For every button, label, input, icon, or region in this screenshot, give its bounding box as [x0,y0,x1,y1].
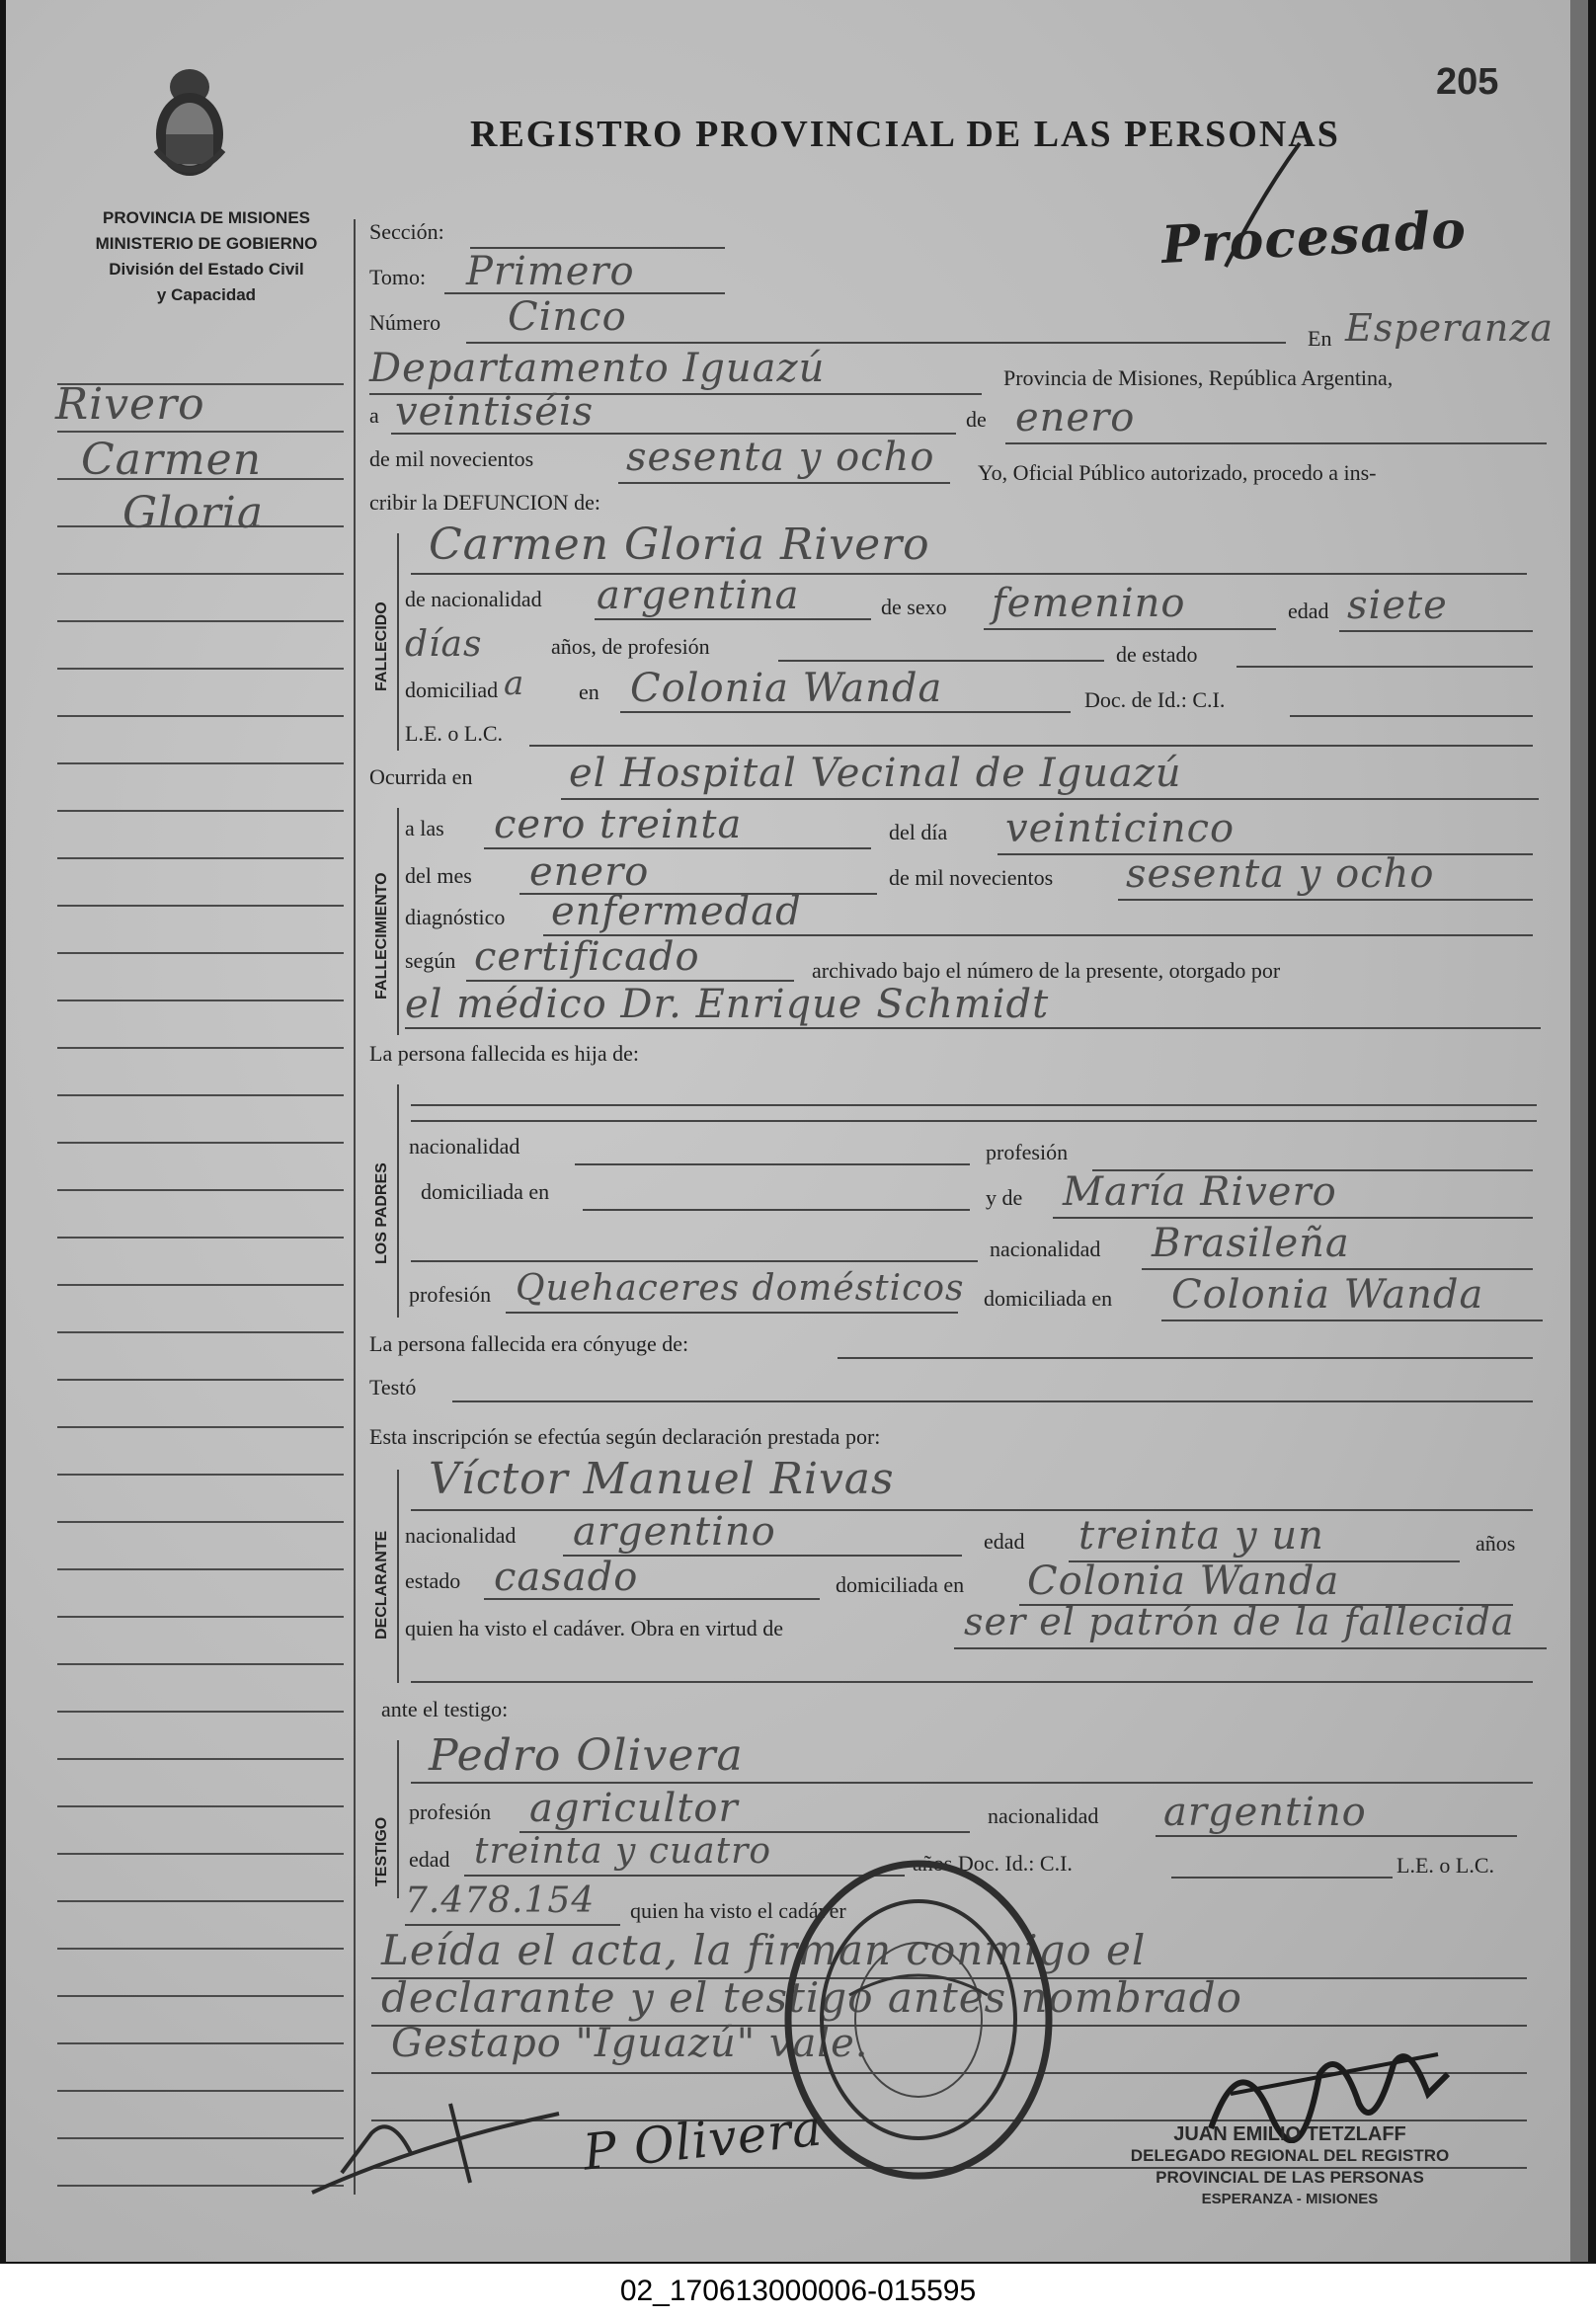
mother-address-value: Colonia Wanda [1171,1272,1484,1318]
anios-label: años [1476,1531,1516,1556]
witness-profession-value: agricultor [529,1786,739,1831]
closing-line-1: Leída el acta, la firman conmigo el [381,1926,1147,1974]
padre-profesion-label: profesión [986,1140,1069,1164]
declarant-civil-status-value: casado [494,1555,639,1600]
division-name-2: y Capacidad [156,285,257,304]
witness-signature: P Olivera [580,2099,826,2182]
madre-nacionalidad-label: nacionalidad [990,1237,1101,1261]
diagnosis-value: enfermedad [551,889,802,934]
testigo-le-label: L.E. o L.C. [1396,1853,1494,1878]
declarante-edad-label: edad [984,1529,1025,1554]
a-label: a [369,403,379,428]
division-name: División del Estado Civil [109,260,304,279]
mother-name-value: María Rivero [1063,1169,1337,1215]
declarant-address-value: Colonia Wanda [1027,1559,1340,1604]
testigo-edad-label: edad [409,1847,450,1872]
declarant-age-value: treinta y un [1078,1513,1324,1559]
a-las-label: a las [405,816,444,840]
numero-value: Cinco [508,294,627,340]
hija-de-text: La persona fallecida es hija de: [369,1041,640,1066]
provincia-text: Provincia de Misiones, República Argentina, [1003,365,1394,390]
tomo-label: Tomo: [369,265,427,289]
madre-profesion-label: profesión [409,1282,492,1307]
estado-label: de estado [1116,642,1198,667]
page-number: 205 [1436,61,1499,103]
seccion-label: Sección: [369,219,444,244]
inscription-day-value: veintiséis [395,389,595,435]
deceased-age-unit-value: días [405,624,483,665]
witness-nationality-value: argentino [1163,1790,1367,1835]
death-place-value: el Hospital Vecinal de Iguazú [569,751,1182,796]
mother-profession-value: Quehaceres domésticos [516,1268,965,1309]
ocurrida-label: Ocurrida en [369,764,473,789]
deceased-sex-value: femenino [992,581,1186,626]
official-place: ESPERANZA - MISIONES [1201,2191,1379,2207]
oficial-text: Yo, Oficial Público autorizado, procedo a ins- [978,460,1377,485]
mother-nationality-value: Brasileña [1152,1221,1350,1266]
y-de-label: y de [986,1185,1023,1210]
declarante-domicilio-label: domiciliada en [836,1572,965,1597]
image-caption: 02_170613000006-015595 [0,2264,1596,2319]
deceased-nationality-value: argentina [597,573,800,618]
official-office: PROVINCIAL DE LAS PERSONAS [1156,2168,1424,2187]
edad-label: edad [1288,599,1329,623]
en-value: Esperanza [1345,306,1555,350]
death-month-value: enero [529,849,650,895]
domiciliado-suffix-value: a [504,664,525,703]
declarant-reason-value: ser el patrón de la fallecida [964,1600,1515,1643]
le-lc-label: L.E. o L.C. [405,721,503,746]
del-dia-label: del día [889,820,948,844]
declarant-nationality-value: argentino [573,1509,776,1555]
visto-cadaver-text: quien ha visto el cadáver. Obra en virtud de [405,1616,784,1640]
tomo-value: Primero [466,249,635,294]
death-day-value: veinticinco [1005,806,1236,851]
padre-domicilio-label: domiciliada en [421,1179,550,1204]
de-label: de [966,407,987,432]
sexo-label: de sexo [881,595,947,619]
numero-label: Número [369,310,441,335]
declarant-name-value: Víctor Manuel Rivas [429,1454,895,1504]
checkmark-annotation [1191,138,1310,277]
certificate-value: certificado [474,934,700,980]
del-mes-label: del mes [405,863,472,888]
inscription-year-value: sesenta y ocho [626,435,935,480]
nacionalidad-label: de nacionalidad [405,587,542,611]
death-year-value: sesenta y ocho [1126,851,1435,897]
ante-testigo-text: ante el testigo: [381,1697,509,1721]
testigo-doc-label: años Doc. Id.: C.I. [913,1851,1073,1876]
closing-line-2: declarante y el testigo antes nombrado [381,1973,1242,2022]
deceased-name-value: Carmen Gloria Rivero [429,520,930,570]
departamento-value: Departamento Iguazú [369,346,826,391]
testo-label: Testó [369,1375,417,1399]
deceased-age-value: siete [1347,583,1448,628]
processed-annotation: Procesado [1159,199,1469,277]
declaracion-text: Esta inscripción se efectúa según declaración prestada por: [369,1424,881,1449]
margin-second-name: Gloria [122,488,265,538]
testigo-section-label: TESTIGO [373,1816,390,1886]
inscribir-text: cribir la DEFUNCION de: [369,490,601,515]
witness-document-value: 7.478.154 [405,1880,596,1921]
anios-profesion-label: años, de profesión [551,634,710,659]
fallecimiento-section-label: FALLECIMIENTO [373,872,390,1000]
diagnostico-label: diagnóstico [405,905,506,929]
declarante-nacionalidad-label: nacionalidad [405,1523,517,1548]
closing-line-3: Gestapo "Iguazú" vale. [391,2021,869,2066]
margin-surname: Rivero [55,379,205,430]
province-name: PROVINCIA DE MISIONES [102,208,310,227]
deceased-address-value: Colonia Wanda [630,666,943,711]
doc-id-label: Doc. de Id.: C.I. [1084,687,1226,712]
coat-of-arms-emblem [144,61,235,190]
fallecido-section-label: FALLECIDO [373,601,390,691]
segun-label: según [405,948,456,973]
register-page [6,0,1588,2262]
inscription-month-value: enero [1015,395,1136,440]
declarant-signature [302,2084,618,2202]
witness-age-value: treinta y cuatro [474,1831,771,1872]
testigo-nacionalidad-label: nacionalidad [988,1803,1099,1828]
conyuge-label: La persona fallecida era cónyuge de: [369,1331,689,1356]
testigo-visto-text: quien ha visto el cadáver [630,1898,846,1923]
official-title: DELEGADO REGIONAL DEL REGISTRO [1130,2146,1450,2165]
en-label: En [1308,326,1332,351]
domiciliado-label: domiciliad [405,678,499,702]
form-left-border [354,219,356,2195]
declarante-section-label: DECLARANTE [373,1530,390,1639]
ministry-name: MINISTERIO DE GOBIERNO [95,234,318,253]
archivado-text: archivado bajo el número de la presente, otorgado por [812,958,1281,983]
padres-section-label: LOS PADRES [373,1162,390,1264]
declarante-estado-label: estado [405,1568,461,1593]
witness-name-value: Pedro Olivera [429,1730,744,1781]
death-time-value: cero treinta [494,802,743,847]
padre-nacionalidad-label: nacionalidad [409,1134,520,1159]
margin-first-name: Carmen [81,435,263,485]
page-title: REGISTRO PROVINCIAL DE LAS PERSONAS [470,114,1340,155]
death-year-label: de mil novecientos [889,865,1054,890]
doctor-value: el médico Dr. Enrique Schmidt [405,982,1050,1027]
testigo-profesion-label: profesión [409,1799,492,1824]
official-name: JUAN EMILIO TETZLAFF [1173,2123,1406,2145]
anio-label: de mil novecientos [369,446,534,471]
domicilio-en-label: en [579,680,599,704]
madre-domicilio-label: domiciliada en [984,1286,1113,1311]
